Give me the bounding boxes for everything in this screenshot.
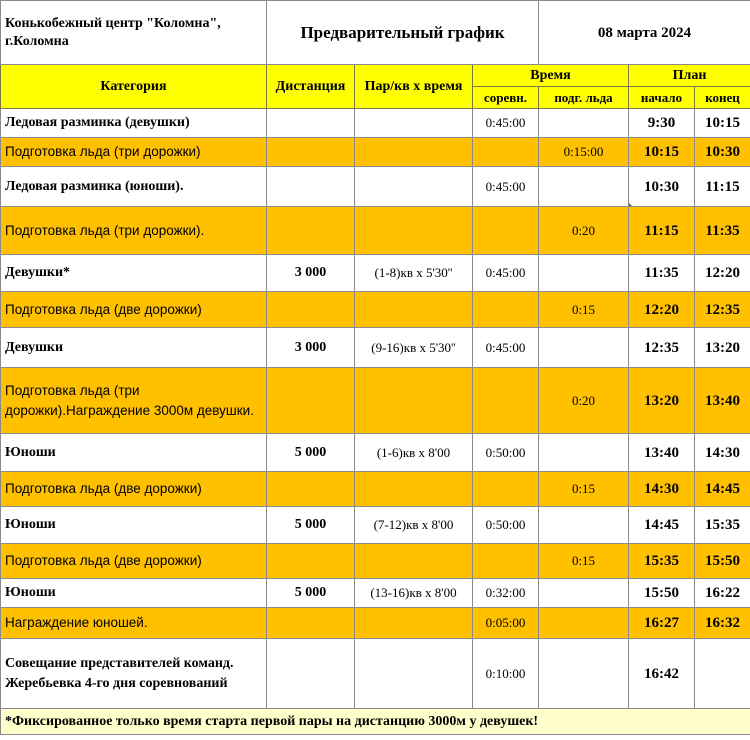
row-comp-time [473,292,539,328]
row-pairs [355,639,473,709]
row-prep-time [539,167,629,207]
row-category: Подготовка льда (три дорожки). [1,207,267,255]
row-comp-time: 0:50:00 [473,507,539,544]
row-distance [267,544,355,579]
row-distance: 5 000 [267,434,355,472]
row-plan-start: 13:40 [629,434,695,472]
row-plan-start: 10:30 [629,167,695,207]
row-comp-time [473,368,539,434]
row-distance [267,138,355,167]
row-distance: 5 000 [267,507,355,544]
row-pairs [355,138,473,167]
row-comp-time: 0:50:00 [473,434,539,472]
row-category: Подготовка льда (две дорожки) [1,292,267,328]
row-pairs [355,167,473,207]
row-distance [267,207,355,255]
row-distance: 3 000 [267,255,355,292]
row-comp-time: 0:32:00 [473,579,539,608]
row-plan-end: 15:35 [695,507,750,544]
row-comp-time [473,472,539,507]
row-plan-start: 9:30 [629,109,695,138]
row-distance: 5 000 [267,579,355,608]
col-time-prep: подг. льда [539,87,629,109]
page-title: Предварительный график [267,1,539,65]
table-row [1,167,750,207]
table-row [1,639,750,709]
table-row [1,255,750,292]
row-prep-time [539,579,629,608]
row-pairs [355,292,473,328]
row-plan-start: 16:27 [629,608,695,639]
row-comp-time: 0:45:00 [473,109,539,138]
row-distance [267,472,355,507]
row-pairs [355,207,473,255]
row-plan-end: 11:15 [695,167,750,207]
row-prep-time [539,507,629,544]
table-row [1,434,750,472]
row-distance [267,608,355,639]
col-time: Время [473,65,629,87]
row-category: Подготовка льда (три дорожки) [1,138,267,167]
venue-name: Конькобежный центр "Коломна", г.Коломна [1,1,267,65]
row-prep-time [539,255,629,292]
row-plan-start: 12:20 [629,292,695,328]
row-comp-time: 0:05:00 [473,608,539,639]
row-prep-time: 0:20 [539,368,629,434]
row-plan-start: 10:15 [629,138,695,167]
row-comp-time [473,207,539,255]
row-pairs: (13-16)кв х 8'00 [355,579,473,608]
row-category: Награждение юношей. [1,608,267,639]
col-pairs: Пар/кв х время [355,65,473,109]
row-plan-end: 10:15 [695,109,750,138]
row-prep-time: 0:15 [539,472,629,507]
row-prep-time [539,109,629,138]
table-row [1,507,750,544]
footnote: *Фиксированное только время старта первой пары на дистанцию 3000м у девушек! [1,709,750,735]
row-plan-end: 10:30 [695,138,750,167]
row-category: Девушки [1,328,267,368]
row-plan-start: 14:30 [629,472,695,507]
row-category: Юноши [1,434,267,472]
row-plan-start: 15:50 [629,579,695,608]
col-time-comp: соревн. [473,87,539,109]
table-row [1,368,750,434]
row-plan-start: 12:35 [629,328,695,368]
row-plan-end: 12:35 [695,292,750,328]
row-plan-start: 11:15 [629,207,695,255]
row-distance [267,368,355,434]
table-row [1,109,750,138]
row-prep-time: 0:15 [539,544,629,579]
row-comp-time [473,544,539,579]
row-category: Совещание представителей команд. Жеребьевка 4-го дня соревнований [1,639,267,709]
row-pairs [355,472,473,507]
table-row [1,138,750,167]
row-pairs [355,544,473,579]
col-plan-start: начало [629,87,695,109]
row-plan-end: 13:40 [695,368,750,434]
col-distance: Дистанция [267,65,355,109]
table-row [1,544,750,579]
row-plan-end: 12:20 [695,255,750,292]
row-category: Девушки* [1,255,267,292]
row-pairs: (1-6)кв х 8'00 [355,434,473,472]
row-plan-start: 11:35 [629,255,695,292]
row-category: Юноши [1,507,267,544]
row-comp-time: 0:45:00 [473,328,539,368]
row-plan-end: 14:30 [695,434,750,472]
row-plan-end: 16:22 [695,579,750,608]
row-distance [267,639,355,709]
row-pairs: (9-16)кв х 5'30'' [355,328,473,368]
row-prep-time: 0:20 [539,207,629,255]
row-distance: 3 000 [267,328,355,368]
row-comp-time: 0:45:00 [473,167,539,207]
row-plan-end: 13:20 [695,328,750,368]
row-plan-start: 15:35 [629,544,695,579]
row-distance [267,109,355,138]
row-pairs [355,109,473,138]
row-comp-time [473,138,539,167]
row-plan-end: 15:50 [695,544,750,579]
row-plan-start: 16:42 [629,639,695,709]
table-row [1,328,750,368]
row-pairs: (7-12)кв х 8'00 [355,507,473,544]
row-prep-time: 0:15:00 [539,138,629,167]
row-distance [267,292,355,328]
row-prep-time [539,434,629,472]
row-category: Ледовая разминка (юноши). [1,167,267,207]
col-plan: План [629,65,750,87]
row-plan-end: 16:32 [695,608,750,639]
row-prep-time: 0:15 [539,292,629,328]
row-pairs [355,608,473,639]
row-plan-end: 11:35 [695,207,750,255]
table-row [1,608,750,639]
row-prep-time [539,608,629,639]
table-row [1,472,750,507]
row-plan-start: 14:45 [629,507,695,544]
row-prep-time [539,328,629,368]
row-plan-end [695,639,750,709]
table-row [1,292,750,328]
row-category: Подготовка льда (две дорожки) [1,544,267,579]
row-category: Юноши [1,579,267,608]
row-plan-end: 14:45 [695,472,750,507]
col-category: Категория [1,65,267,109]
table-row [1,579,750,608]
table-row [1,207,750,255]
schedule-date: 08 марта 2024 [539,1,750,65]
col-plan-end: конец [695,87,750,109]
row-prep-time [539,639,629,709]
row-comp-time: 0:45:00 [473,255,539,292]
row-category: Ледовая разминка (девушки) [1,109,267,138]
row-plan-start: 13:20 [629,368,695,434]
row-pairs: (1-8)кв х 5'30'' [355,255,473,292]
row-distance [267,167,355,207]
row-pairs [355,368,473,434]
row-category: Подготовка льда (три дорожки).Награждение 3000м девушки. [1,368,267,434]
row-comp-time: 0:10:00 [473,639,539,709]
row-category: Подготовка льда (две дорожки) [1,472,267,507]
